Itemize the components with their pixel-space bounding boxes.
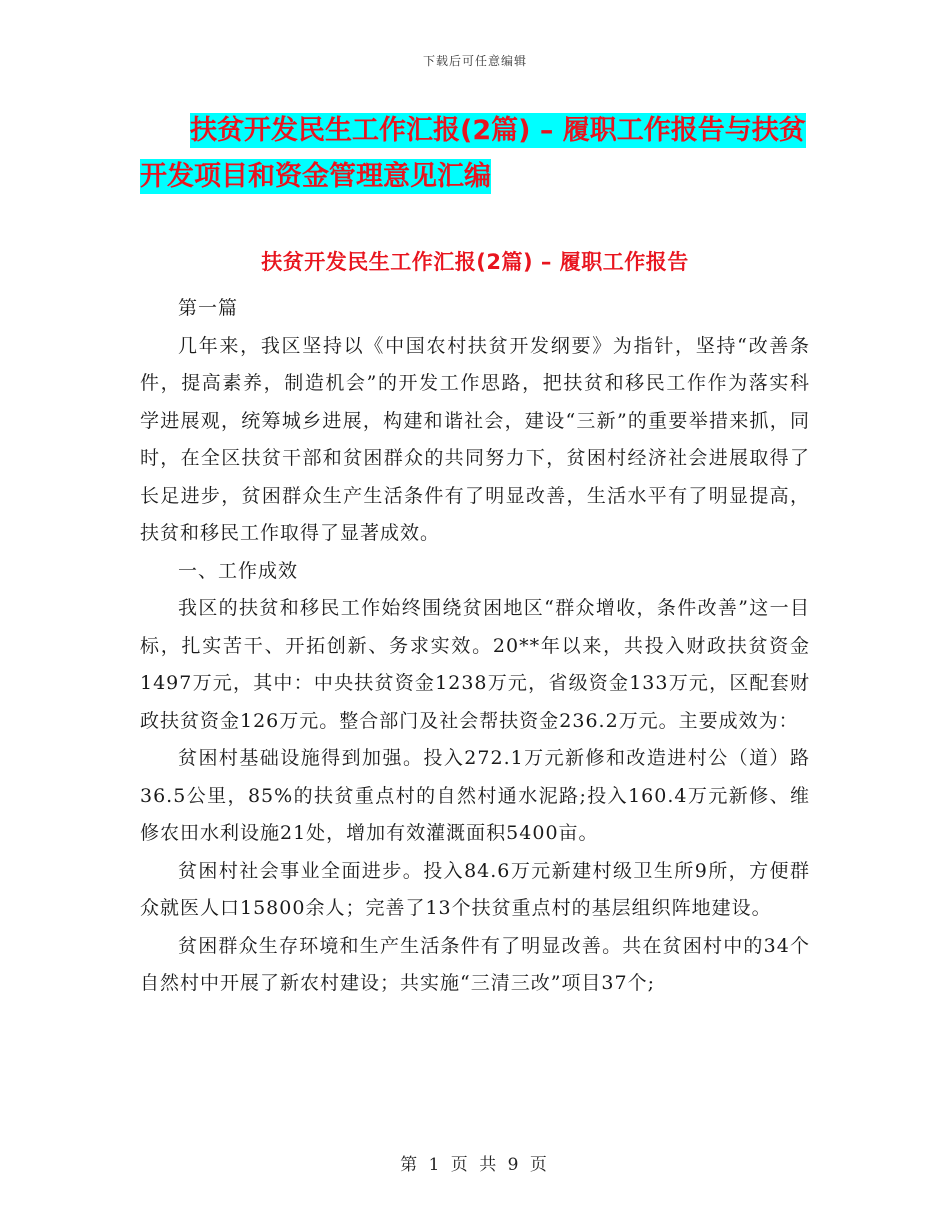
section-heading-work-results: 一、工作成效: [178, 559, 299, 582]
page-number-footer: 第 1 页 共 9 页: [400, 1155, 550, 1175]
header-note: 下载后可任意编辑: [422, 54, 527, 68]
paragraph-social-undertakings: 贫困村社会事业全面进步。投入84.6万元新建村级卫生所9所，方便群众就医人口15800余人；完善了13个扶贫重点村的基层组织阵地建设。: [140, 859, 810, 919]
title-line-1-text: 扶贫开发民生工作汇报(2篇) – 履职工作报告与扶贫: [190, 115, 806, 146]
title-line-2-text: 开发项目和资金管理意见汇编: [140, 161, 491, 192]
title-line-1: [140, 108, 810, 154]
document-title: [140, 108, 810, 200]
paragraph-living-conditions: 贫困群众生存环境和生产生活条件有了明显改善。共在贫困村中的34个自然村中开展了新农村建设；共实施“三清三改”项目37个;: [140, 934, 810, 994]
paragraph-infrastructure: 贫困村基础设施得到加强。投入272.1万元新修和改造进村公（道）路36.5公里，85%的扶贫重点村的自然村通水泥路;投入160.4万元新修、维修农田水利设施21处，增加有效灌溉面积5400亩。: [140, 747, 810, 844]
section-subtitle: 扶贫开发民生工作汇报(2篇) – 履职工作报告: [261, 250, 689, 274]
paragraph-funding: 我区的扶贫和移民工作始终围绕贫困地区“群众增收，条件改善”这一目标，扎实苦干、开拓创新、务求实效。20**年以来，共投入财政扶贫资金1497万元，其中：中央扶贫资金1238万元，省级资金133万元，区配套财政扶贫资金126万元。整合部门及社会帮扶资金236.2万元。主要成效为：: [140, 597, 810, 732]
paragraph-intro: 几年来，我区坚持以《中国农村扶贫开发纲要》为指针，坚持“改善条件，提高素养，制造机会”的开发工作思路，把扶贫和移民工作作为落实科学进展观，统筹城乡进展，构建和谐社会，建设“三新”的重要举措来抓，同时，在全区扶贫干部和贫困群众的共同努力下，贫困村经济社会进展取得了长足进步，贫困群众生产生活条件有了明显改善，生活水平有了明显提高，扶贫和移民工作取得了显著成效。: [140, 334, 810, 544]
document-body: [140, 290, 810, 1003]
title-line-2: [140, 154, 810, 200]
section-heading-part-one: 第一篇: [178, 297, 239, 319]
